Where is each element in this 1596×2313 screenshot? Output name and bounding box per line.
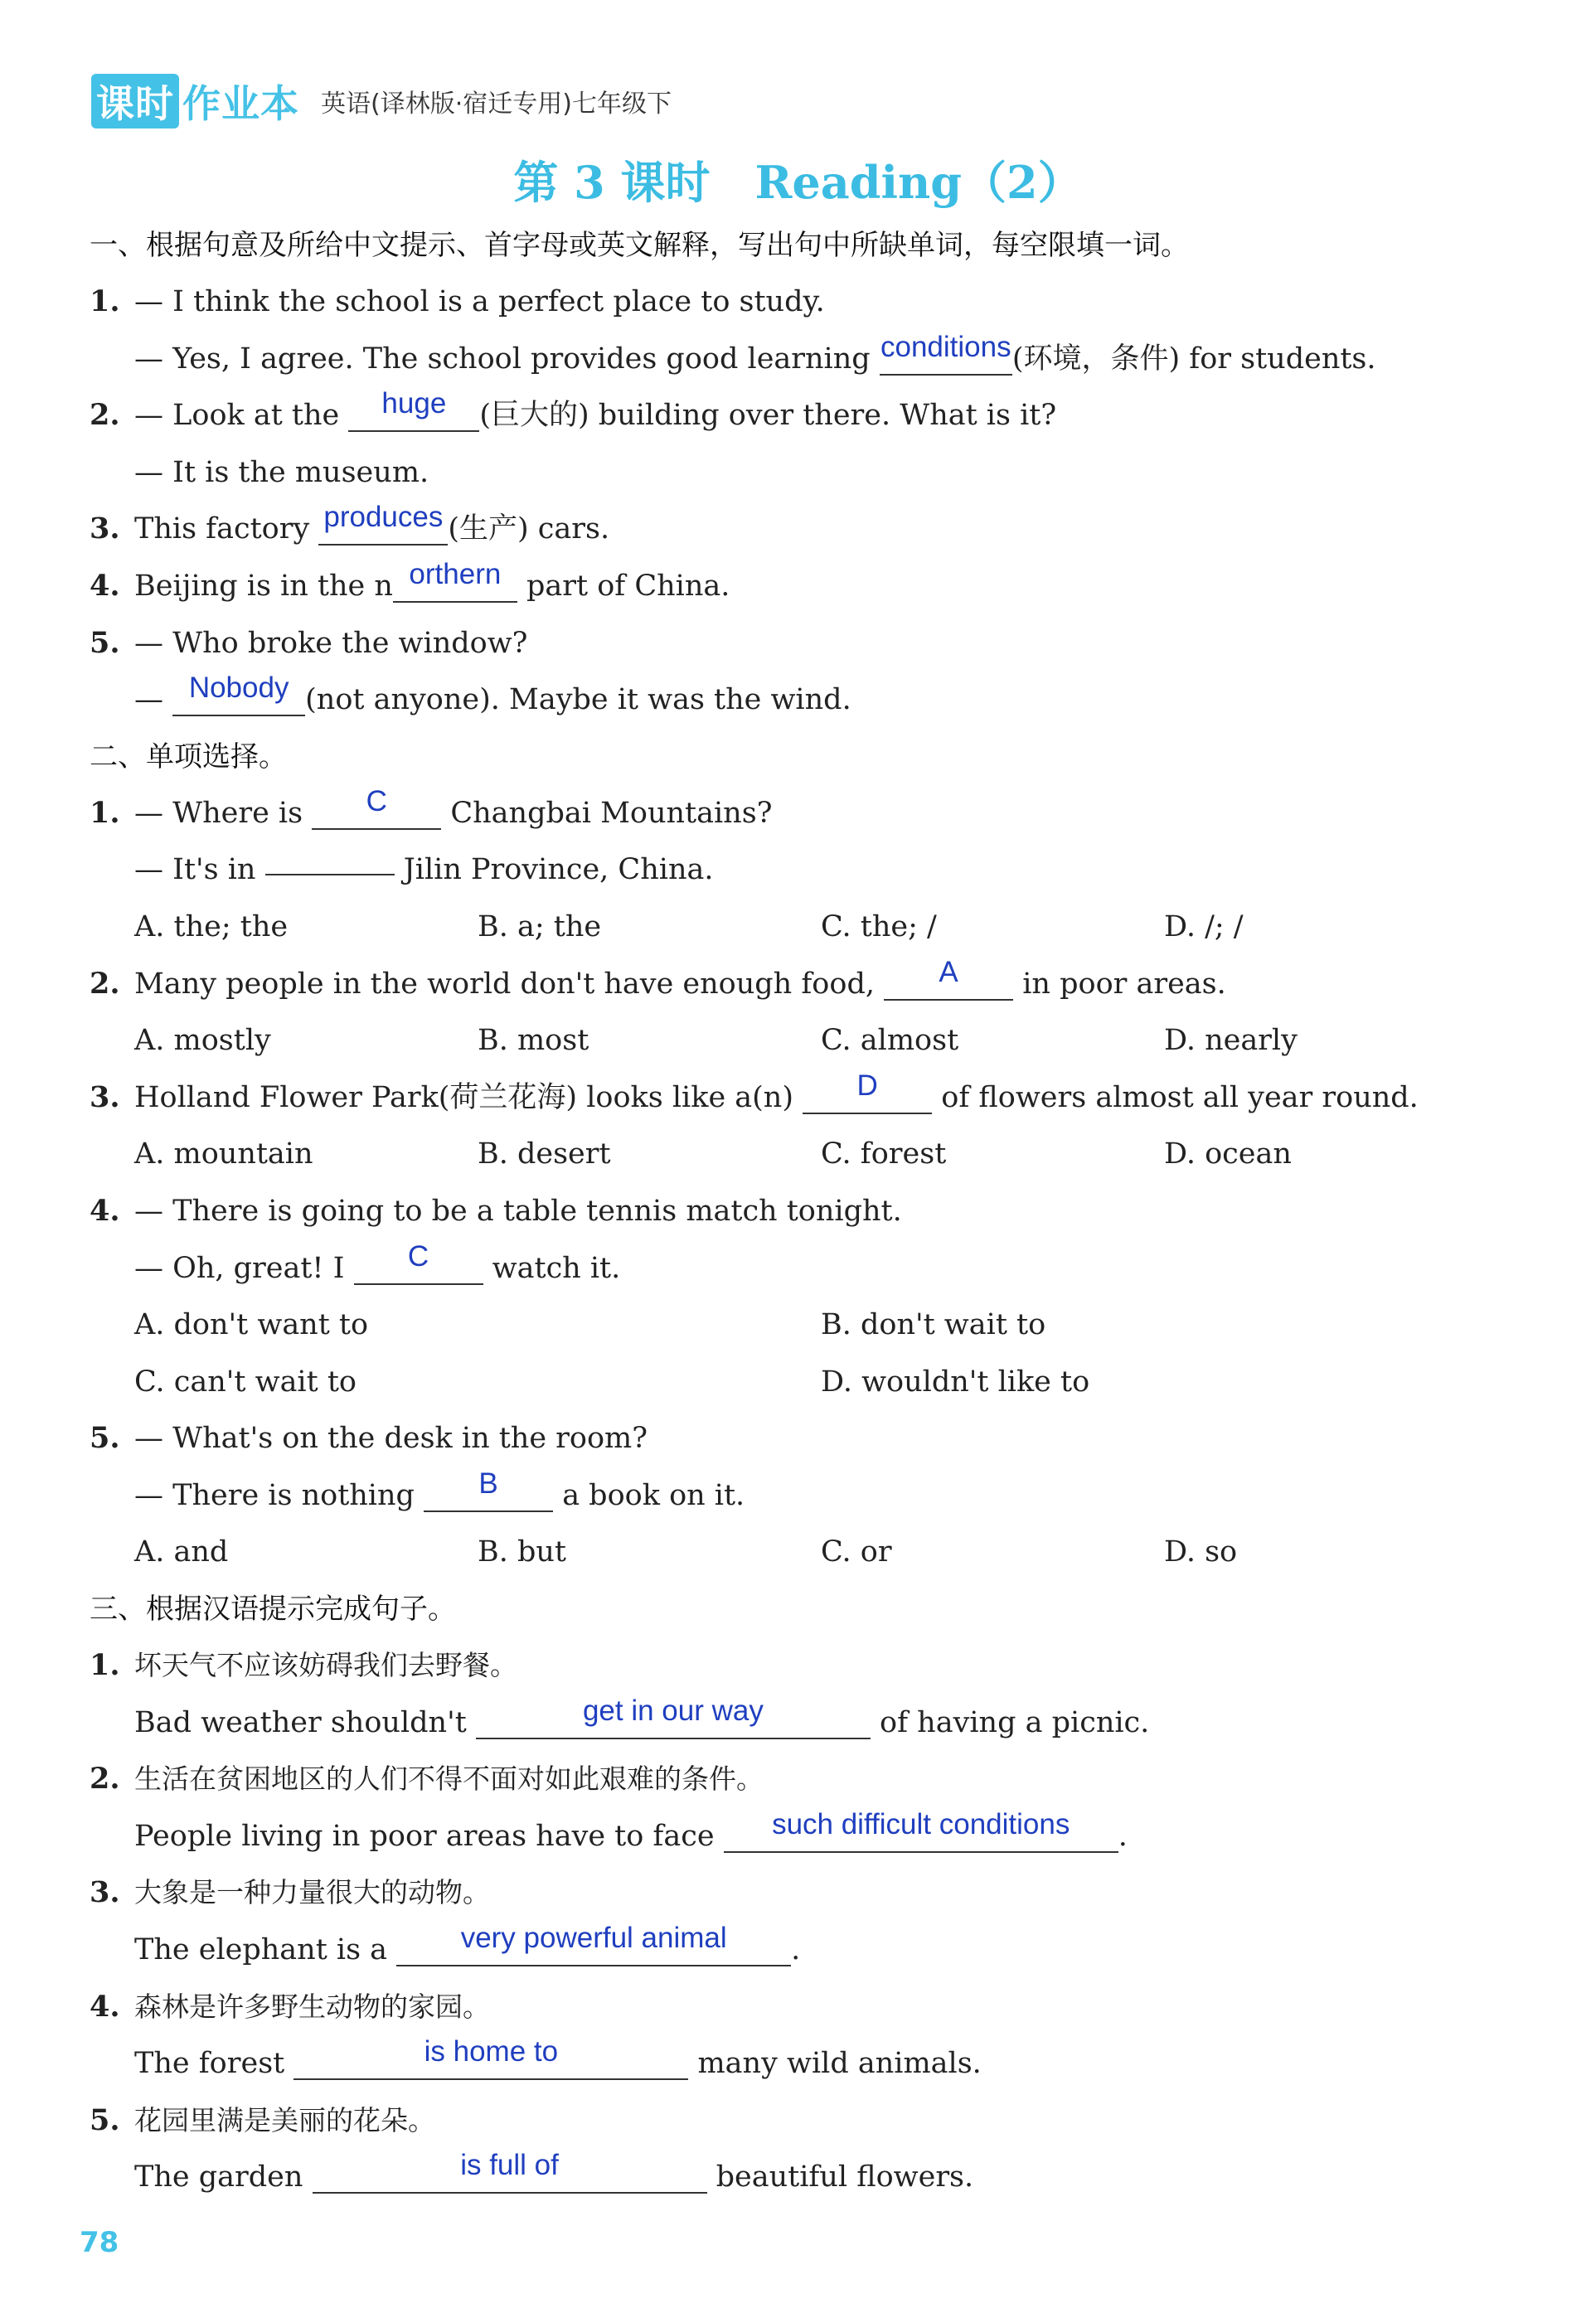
answer-blank [348,387,479,432]
question-line: 1. 坏天气不应该妨碍我们去野餐。 [90,1648,517,1683]
option-d: D. so [1164,1535,1238,1569]
question-line: 3. 大象是一种力量很大的动物。 [90,1875,490,1910]
question-line: — Yes, I agree. The school provides good learning conditions(环境，条件) for students. [134,330,1376,376]
option-d: D. /; / [1164,909,1244,943]
handwritten-answer: huge [381,387,447,420]
question-line: The garden is full of beautiful flowers. [134,2149,974,2194]
question-line: 2. — Look at the huge (巨大的) building over there. What is it? [90,387,1057,433]
question-line: 1. — I think the school is a perfect place to study. [90,284,825,318]
handwritten-answer: such difficult conditions [772,1807,1070,1840]
answer-blank [724,1807,1118,1853]
handwritten-answer: A [939,955,958,988]
section-3-heading: 三、根据汉语提示完成句子。 [90,1593,456,1627]
option-c: C. forest [821,1137,947,1171]
answer-blank [312,784,441,830]
answer-blank [354,1239,483,1285]
answer-blank [880,330,1012,376]
option-c: C. almost [821,1024,959,1058]
option-b: B. desert [478,1137,611,1171]
handwritten-answer: get in our way [582,1694,764,1727]
option-b: B. a; the [478,909,602,943]
option-a: A. and [134,1535,229,1569]
answer-blank [396,1922,791,1966]
answer-blank [313,2149,707,2194]
option-b: B. most [478,1024,589,1058]
question-line: 2. 生活在贫困地区的人们不得不面对如此艰难的条件。 [90,1762,764,1797]
options-row [90,1012,1516,1069]
question-line: 3. This factory produces (生产) cars. [90,501,610,546]
option-c: C. the; / [821,909,937,943]
option-d: D. wouldn't like to [821,1365,1090,1399]
options-row [90,1126,1516,1183]
question-line: 5. — What's on the desk in the room? [90,1421,648,1456]
question-line: — It's in Jilin Province, China. [134,853,714,887]
options-row [90,1524,1516,1581]
answer-blank [476,1694,871,1739]
question-line: — It is the museum. [134,455,429,489]
handwritten-answer: B [478,1467,498,1500]
page-number: 78 [80,2226,119,2259]
options-row [90,1297,1516,1354]
question-line: — Oh, great! I C watch it. [134,1239,621,1285]
question-line: 1. — Where is C Changbai Mountains? [90,784,773,830]
option-c: C. can't wait to [134,1365,357,1399]
handwritten-answer: is full of [460,2149,559,2182]
handwritten-answer: is home to [424,2035,559,2068]
question-line: 5. 花园里满是美丽的花朵。 [90,2102,435,2137]
brand-logo: 课时 作业本 [91,74,299,128]
option-a: A. mostly [134,1024,271,1058]
question-line: — There is nothing B a book on it. [134,1467,745,1512]
question-line: The forest is home to many wild animals. [134,2035,982,2081]
handwritten-answer: Nobody [188,672,289,705]
option-c: C. or [821,1535,892,1569]
subject-label: 英语(译林版·宿迁专用)七年级下 [321,90,672,119]
answer-blank [172,672,305,716]
question-line: — Nobody (not anyone). Maybe it was the wind. [134,672,851,717]
question-line: Bad weather shouldn't get in our way of having a picnic. [134,1694,1150,1739]
header [91,76,672,126]
lesson-title: 第 3 课时 Reading（2） [513,156,1083,209]
question-line: The elephant is a very powerful animal . [134,1922,801,1967]
section-1-heading: 一、根据句意及所给中文提示、首字母或英文解释，写出句中所缺单词，每空限填一词。 [90,229,1189,262]
question-line: 4. — There is going to be a table tennis match tonight. [90,1193,902,1228]
handwritten-answer: orthern [409,557,502,590]
answer-blank [393,557,517,603]
exercise-content [90,217,1516,2206]
handwritten-answer: C [407,1239,429,1273]
handwritten-answer: D [856,1069,878,1102]
question-line: 3. Holland Flower Park(荷兰花海) looks like a(n) D of flowers almost all year round. [90,1069,1419,1114]
handwritten-answer: C [366,784,387,817]
handwritten-answer: produces [323,501,444,534]
answer-blank [884,955,1013,1001]
answer-blank [803,1069,932,1114]
question-line: 5. — Who broke the window? [90,625,528,660]
question-line: 2. Many people in the world don't have enough food, A in poor areas. [90,955,1226,1001]
option-b: B. but [478,1535,566,1569]
option-a: A. mountain [134,1137,313,1171]
option-a: A. the; the [134,909,289,943]
handwritten-answer: very powerful animal [460,1922,727,1955]
option-d: D. nearly [1164,1024,1298,1058]
option-a: A. don't want to [134,1308,369,1342]
question-line: 4. Beijing is in the n orthern part of China. [90,557,730,603]
answer-blank [293,2035,688,2080]
handwritten-answer: conditions [880,330,1011,363]
answer-blank [318,501,448,546]
question-line: People living in poor areas have to face such difficult conditions . [134,1807,1128,1853]
option-d: D. ocean [1164,1137,1292,1171]
section-2-heading: 二、单项选择。 [90,739,287,773]
answer-blank [265,874,395,875]
option-b: B. don't wait to [821,1308,1046,1342]
question-line: 4. 森林是许多野生动物的家园。 [90,1989,490,2024]
answer-blank [424,1467,553,1512]
options-row [90,899,1516,956]
options-row [90,1354,1516,1411]
